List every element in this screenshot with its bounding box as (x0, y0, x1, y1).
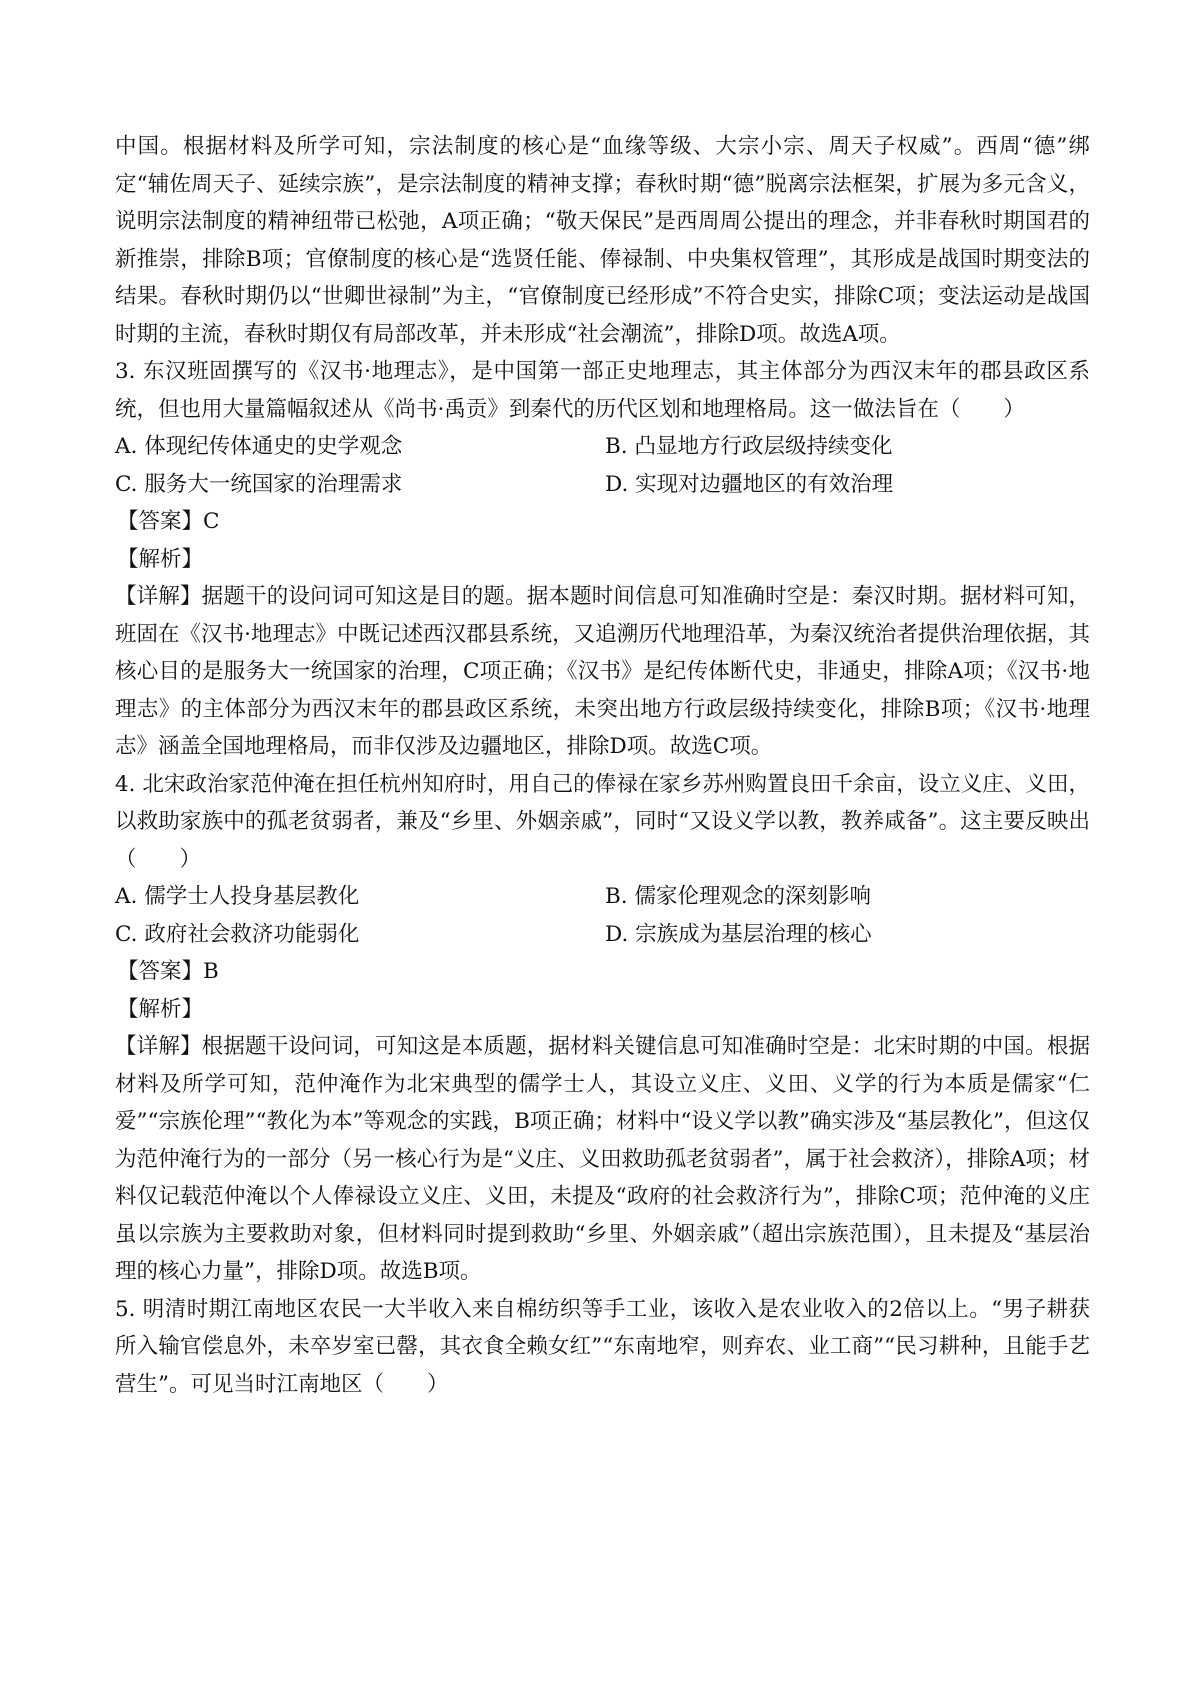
option-a: A. 儒学士人投身基层教化 (115, 884, 360, 909)
option-list (115, 878, 1090, 953)
option-b: B. 凸显地方行政层级持续变化 (605, 434, 893, 459)
option-a: A. 体现纪传体通史的史学观念 (115, 434, 403, 459)
analysis-label: 【解析】 (117, 996, 204, 1022)
option-c: C. 政府社会救济功能弱化 (115, 921, 360, 947)
option-d: D. 实现对边疆地区的有效治理 (605, 471, 894, 497)
question-4 (115, 766, 1090, 1291)
option-b: B. 儒家伦理观念的深刻影响 (605, 884, 871, 909)
question-3 (115, 353, 1090, 766)
answer-label: 【答案】B (117, 959, 219, 984)
analysis-label: 【解析】 (117, 546, 204, 572)
question-5-stem: 5. 明清时期江南地区农民一大半收入来自棉纺织等手工业，该收入是农业收入的2倍以上。“男子耕获所入输官偿息外，未卒岁室已罄，其衣食全赖女红”“东南地窄，则弃农、业工商”“民习耕种，且能手艺营生”。可见当时江南地区（ ） (115, 1296, 1090, 1397)
option-list (115, 428, 1090, 503)
option-d: D. 宗族成为基层治理的核心 (605, 921, 872, 947)
question-stem: 4. 北宋政治家范仲淹在担任杭州知府时，用自己的俸禄在家乡苏州购置良田千余亩，设立义庄、义田，以救助家族中的孤老贫弱者，兼及“乡里、外姻亲戚”，同时“又设义学以教，教养咸备”。这主要反映出（ ） (115, 771, 1090, 872)
document-page (115, 128, 1090, 1403)
previous-analysis-text: 中国。根据材料及所学可知，宗法制度的核心是“血缘等级、大宗小宗、周天子权威”。西周“德”绑定“辅佐周天子、延续宗族”，是宗法制度的精神支撑；春秋时期“德”脱离宗法框架，扩展为多元含义，说明宗法制度的精神纽带已松弛，A项正确；“敬天保民”是西周周公提出的理念，并非春秋时期国君的新推崇，排除B项；官僚制度的核心是“选贤任能、俸禄制、中央集权管理”，其形成是战国时期变法的结果。春秋时期仍以“世卿世禄制”为主，“官僚制度已经形成”不符合史实，排除C项；变法运动是战国时期的主流，春秋时期仅有局部改革，并未形成“社会潮流”，排除D项。故选A项。 (115, 134, 1090, 347)
option-c: C. 服务大一统国家的治理需求 (115, 471, 403, 497)
detail-text: 【详解】据题干的设问词可知这是目的题。据本题时间信息可知准确时空是：秦汉时期。据材料可知，班固在《汉书·地理志》中既记述西汉郡县系统，又追溯历代地理沿革，为秦汉统治者提供治理依据，其核心目的是服务大一统国家的治理，C项正确；《汉书》是纪传体断代史，非通史，排除A项；《汉书·地理志》的主体部分为西汉末年的郡县政区系统，未突出地方行政层级持续变化，排除B项；《汉书·地理志》涵盖全国地理格局，而非仅涉及边疆地区，排除D项。故选C项。 (115, 584, 1090, 759)
detail-text: 【详解】根据题干设问词，可知这是本质题，据材料关键信息可知准确时空是：北宋时期的中国。根据材料及所学可知，范仲淹作为北宋典型的儒学士人，其设立义庄、义田、义学的行为本质是儒家“仁爱”“宗族伦理”“教化为本”等观念的实践，B项正确；材料中“设义学以教”确实涉及“基层教化”，但这仅为范仲淹行为的一部分（另一核心行为是“义庄、义田救助孤老贫弱者”，属于社会救济），排除A项；材料仅记载范仲淹以个人俸禄设立义庄、义田，未提及“政府的社会救济行为”，排除C项；范仲淹的义庄虽以宗族为主要救助对象，但材料同时提到救助“乡里、外姻亲戚”（超出宗族范围），且未提及“基层治理的核心力量”，排除D项。故选B项。 (115, 1034, 1090, 1284)
answer-label: 【答案】C (117, 509, 220, 534)
question-stem: 3. 东汉班固撰写的《汉书·地理志》，是中国第一部正史地理志，其主体部分为西汉末年的郡县政区系统，但也用大量篇幅叙述从《尚书·禹贡》到秦代的历代区划和地理格局。这一做法旨在（ ） (115, 359, 1090, 422)
